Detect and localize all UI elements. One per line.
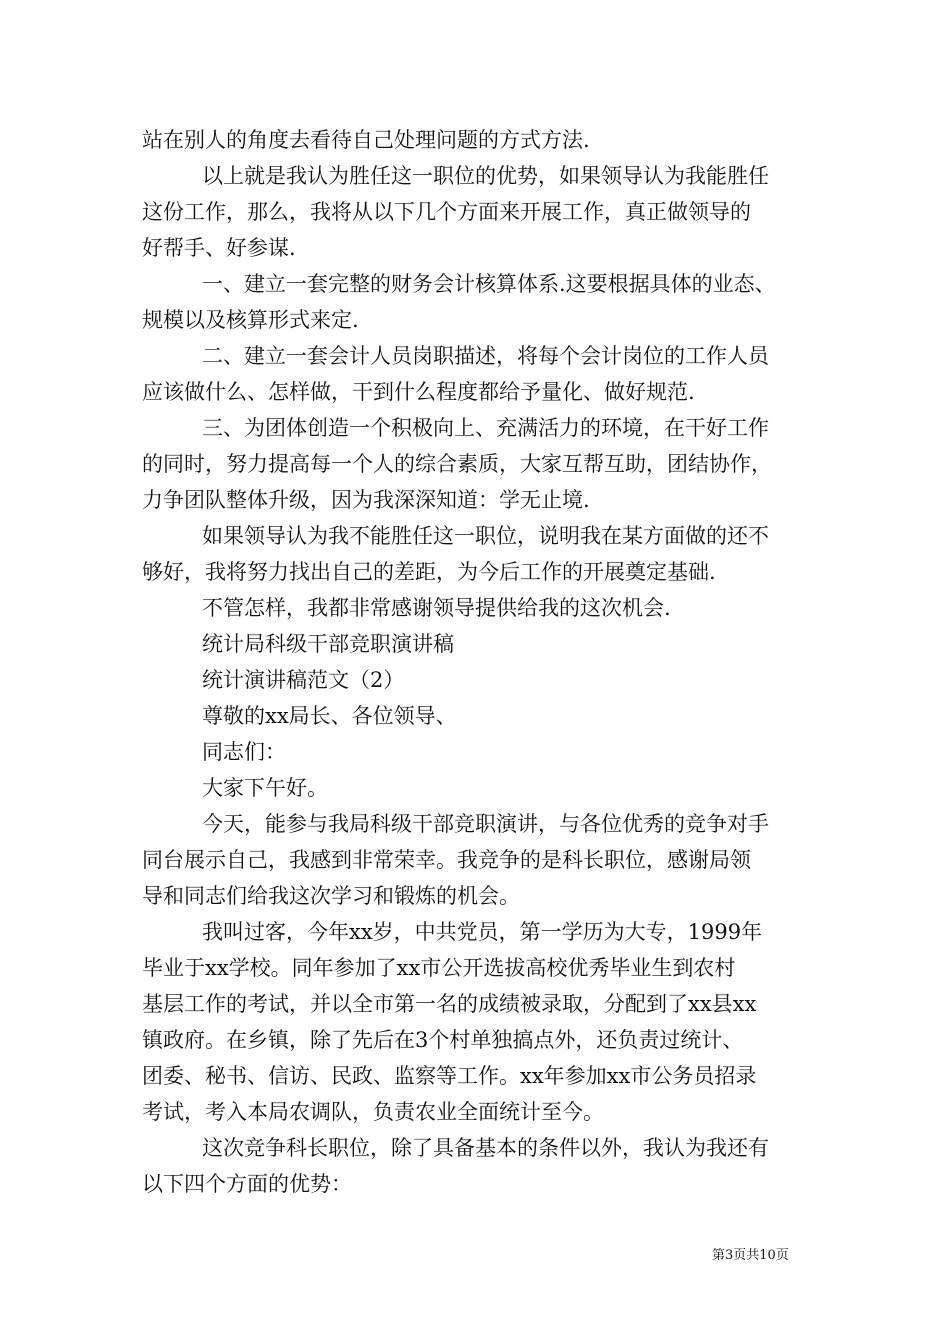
paragraph [142,338,832,410]
text-line: 二、建立一套会计人员岗职描述，将每个会计岗位的工作人员 [202,344,769,368]
text-line: 规模以及核算形式来定. [142,308,359,332]
text-line: 毕业于xx学校。同年参加了xx市公开选拔高校优秀毕业生到农村 [142,956,736,980]
text-line: 站在别人的角度去看待自己处理问题的方式方法. [142,128,590,152]
paragraph [142,410,832,518]
text-line: 统计局科级干部竞职演讲稿 [202,632,454,656]
paragraph [142,626,832,662]
text-line: 大家下午好。 [202,776,328,800]
text-line: 同志们： [202,740,286,764]
text-line: 同台展示自己，我感到非常荣幸。我竞争的是科长职位，感谢局领 [142,848,751,872]
paragraph [142,914,832,1130]
text-line: 我叫过客，今年xx岁，中共党员，第一学历为大专，1999年 [202,920,763,944]
text-line: 好帮手、好参谋. [142,236,296,260]
text-line: 以上就是我认为胜任这一职位的优势，如果领导认为我能胜任 [202,164,769,188]
document-body [142,122,832,1202]
text-line: 的同时，努力提高每一个人的综合素质，大家互帮互助，团结协作， [142,452,772,476]
text-line: 今天，能参与我局科级干部竞职演讲，与各位优秀的竞争对手 [202,812,769,836]
paragraph [142,662,832,698]
paragraph [142,266,832,338]
text-line: 团委、秘书、信访、民政、监察等工作。xx年参加xx市公务员招录 [142,1064,757,1088]
text-line: 一、建立一套完整的财务会计核算体系.这要根据具体的业态、 [202,272,776,296]
text-line: 应该做什么、怎样做，干到什么程度都给予量化、做好规范. [142,380,695,404]
paragraph [142,698,832,734]
text-line: 三、为团体创造一个积极向上、充满活力的环境，在干好工作 [202,416,769,440]
text-line: 基层工作的考试，并以全市第一名的成绩被录取，分配到了xx县xx [142,992,757,1016]
text-line: 统计演讲稿范文（2） [202,668,405,692]
paragraph [142,122,832,158]
paragraph [142,158,832,266]
text-line: 力争团队整体升级，因为我深深知道：学无止境. [142,488,590,512]
text-line: 尊敬的xx局长、各位领导、 [202,704,457,728]
text-line: 导和同志们给我这次学习和锻炼的机会。 [142,884,520,908]
text-line: 这次竞争科长职位，除了具备基本的条件以外，我认为我还有 [202,1136,769,1160]
text-line: 不管怎样，我都非常感谢领导提供给我的这次机会. [202,596,671,620]
text-line: 够好，我将努力找出自己的差距，为今后工作的开展奠定基础. [142,560,716,584]
paragraph [142,770,832,806]
text-line: 这份工作，那么，我将从以下几个方面来开展工作，真正做领导的 [142,200,751,224]
paragraph [142,518,832,590]
paragraph [142,806,832,914]
paragraph [142,590,832,626]
text-line: 以下四个方面的优势： [142,1172,352,1196]
text-line: 考试，考入本局农调队，负责农业全面统计至今。 [142,1100,604,1124]
paragraph [142,1130,832,1202]
page-number-footer: 第3页共10页 [712,1248,789,1263]
paragraph [142,734,832,770]
text-line: 如果领导认为我不能胜任这一职位，说明我在某方面做的还不 [202,524,769,548]
text-line: 镇政府。在乡镇，除了先后在3个村单独搞点外，还负责过统计、 [142,1028,744,1052]
